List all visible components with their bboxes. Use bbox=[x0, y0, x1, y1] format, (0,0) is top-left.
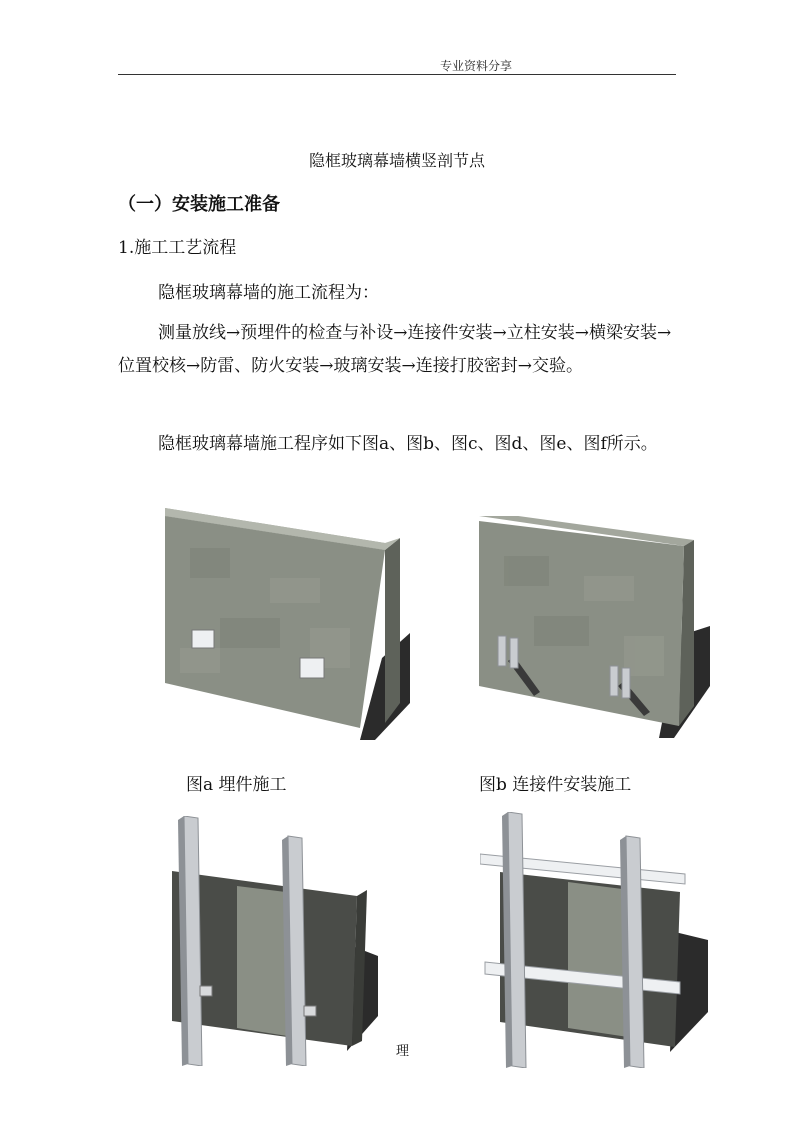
caption-figure-b: 图b 连接件安装施工 bbox=[479, 775, 632, 795]
header-rule bbox=[118, 74, 676, 75]
document-title: 隐框玻璃幕墙横竖剖节点 bbox=[308, 151, 485, 170]
header-text: 专业资料分享 bbox=[440, 59, 513, 73]
wall-front-light bbox=[568, 882, 630, 1037]
figure-c-columns bbox=[162, 816, 378, 1066]
section-heading: （一）安装施工准备 bbox=[118, 194, 280, 215]
figure-a-embedded-parts bbox=[160, 508, 410, 740]
embedded-plate-left bbox=[192, 630, 214, 648]
connector-left-b bbox=[510, 638, 518, 668]
figure-b-connectors bbox=[474, 516, 710, 738]
caption-figure-a: 图a 埋件施工 bbox=[186, 775, 287, 795]
figure-d-beams bbox=[480, 812, 708, 1068]
sub-heading: 1.施工工艺流程 bbox=[118, 238, 237, 258]
connector-right-b bbox=[622, 668, 630, 698]
column-bracket-right bbox=[304, 1006, 316, 1016]
embedded-plate-right bbox=[300, 658, 324, 678]
paragraph-intro: 隐框玻璃幕墙的施工流程为： bbox=[158, 283, 379, 303]
connector-right-a bbox=[610, 666, 618, 696]
column-bracket-left bbox=[200, 986, 212, 996]
page-mark: 理 bbox=[396, 1044, 410, 1059]
wall-side bbox=[385, 538, 400, 723]
paragraph-figures: 隐框玻璃幕墙施工程序如下图a、图b、图c、图d、图e、图f所示。 bbox=[158, 434, 658, 454]
paragraph-process: 测量放线→预埋件的检查与补设→连接件安装→立柱安装→横梁安装→位置校核→防雷、防火安装→玻璃安装→连接打胶密封→交验。 bbox=[118, 323, 672, 376]
connector-left-a bbox=[498, 636, 506, 666]
